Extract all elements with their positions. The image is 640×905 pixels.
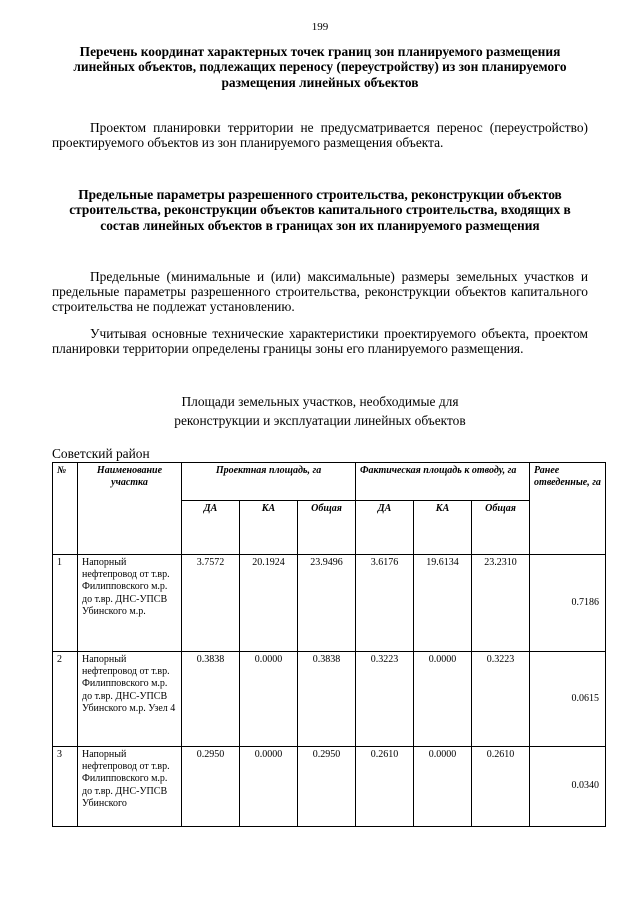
cell-actual-total: 0.3223 [472, 652, 530, 747]
table-caption [52, 393, 588, 430]
cell-num: 3 [53, 747, 78, 827]
heading-coordinates: Перечень координат характерных точек границ зон планируемого размещения линейных объектов, подлежащих переносу (переустройству) из зон планируемого размещения линейных объектов [73, 44, 567, 90]
land-area-table [52, 462, 606, 827]
cell-design-da: 3.7572 [182, 555, 240, 652]
header-previously-allocated: Ранее отведенные, га [530, 463, 606, 555]
paragraph-zone-borders: Учитывая основные технические характеристики проектируемого объекта, проектом планировки территории определены границы зоны его планируемого размещения. [52, 326, 588, 357]
table-row [53, 652, 606, 747]
cell-num: 2 [53, 652, 78, 747]
table-row [53, 747, 606, 827]
header-actual-ka: КА [414, 501, 472, 555]
paragraph-limit-sizes: Предельные (минимальные и (или) максимальные) размеры земельных участков и предельные параметры разрешенного строительства, реконструкции объектов капитального строительства не подлежат установлению. [52, 269, 588, 315]
header-actual-area: Фактическая площадь к отводу, га [356, 463, 530, 501]
cell-actual-ka: 19.6134 [414, 555, 472, 652]
header-num: № [53, 463, 78, 555]
cell-actual-da: 3.6176 [356, 555, 414, 652]
header-design-total: Общая [298, 501, 356, 555]
cell-actual-total: 23.2310 [472, 555, 530, 652]
heading-limit-parameters: Предельные параметры разрешенного строительства, реконструкции объектов строительства, реконструкции объектов капитального строительства, входящих в состав линейных объектов в границах зон их планируемого размещения [69, 187, 571, 233]
table-header-row [53, 463, 606, 501]
cell-design-ka: 0.0000 [240, 652, 298, 747]
cell-previously-allocated: 0.0615 [530, 652, 606, 747]
header-design-ka: КА [240, 501, 298, 555]
cell-design-ka: 20.1924 [240, 555, 298, 652]
cell-name: Напорный нефтепровод от т.вр. Филипповского м.р. до т.вр. ДНС-УПСВ Убинского м.р. Узел 4 [78, 652, 182, 747]
cell-actual-ka: 0.0000 [414, 652, 472, 747]
header-name: Наименование участка [78, 463, 182, 555]
cell-design-ka: 0.0000 [240, 747, 298, 827]
page-number: 199 [311, 21, 329, 33]
table-caption-line-2: реконструкции и эксплуатации линейных объектов [174, 412, 466, 428]
paragraph-relocation: Проектом планировки территории не предусматривается перенос (переустройство) проектируемого объектов из зон планируемого размещения объекта. [52, 120, 588, 151]
table-caption-line-1: Площади земельных участков, необходимые для [181, 394, 459, 409]
header-design-da: ДА [182, 501, 240, 555]
cell-actual-total: 0.2610 [472, 747, 530, 827]
cell-design-total: 23.9496 [298, 555, 356, 652]
cell-actual-da: 0.2610 [356, 747, 414, 827]
cell-design-total: 0.2950 [298, 747, 356, 827]
cell-design-total: 0.3838 [298, 652, 356, 747]
cell-previously-allocated: 0.0340 [530, 747, 606, 827]
cell-actual-da: 0.3223 [356, 652, 414, 747]
district-label: Советский район [52, 446, 150, 461]
cell-previously-allocated: 0.7186 [530, 555, 606, 652]
cell-num: 1 [53, 555, 78, 652]
cell-actual-ka: 0.0000 [414, 747, 472, 827]
cell-name: Напорный нефтепровод от т.вр. Филипповского м.р. до т.вр. ДНС-УПСВ Убинского м.р. [78, 555, 182, 652]
cell-design-da: 0.2950 [182, 747, 240, 827]
header-actual-total: Общая [472, 501, 530, 555]
cell-name: Напорный нефтепровод от т.вр. Филипповского м.р. до т.вр. ДНС-УПСВ Убинского [78, 747, 182, 827]
header-design-area: Проектная площадь, га [182, 463, 356, 501]
table-row [53, 555, 606, 652]
cell-design-da: 0.3838 [182, 652, 240, 747]
header-actual-da: ДА [356, 501, 414, 555]
